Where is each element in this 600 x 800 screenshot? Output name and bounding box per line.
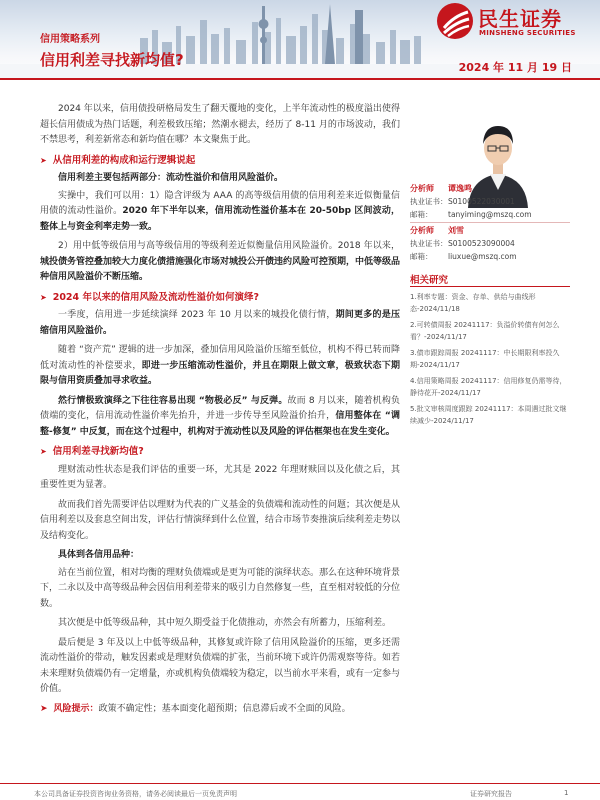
arrow-bullet-icon: ➤ [40,703,48,714]
body-paragraph [40,463,400,494]
body-paragraph [40,394,400,441]
report-body [40,102,400,721]
section-heading [40,290,400,306]
logo-text-en: MINSHENG SECURITIES [479,29,576,37]
paragraph-text: 一季度，信用进一步延续演绎 2023 年 10 月以来的城投化债行情， [58,310,336,320]
risk-warning [40,702,400,718]
paragraph-text: 最后便是 3 年及以上中低等级品种，其修复或许除了信用风险溢价的压缩，更多还需流动性溢价的带动，触发因素或是理财负债端的扩张，当前环境下或许仍需观察等待。如若未来理财负债端仍有一定增量，亦或机构负债端较为稳定，以当前水平来看，或有一定参与价值。 [40,637,401,694]
emphasis-text: 信用利差主要包括两部分：流动性溢价和信用风险溢价。 [58,173,284,183]
section-heading [40,444,400,460]
related-divider [410,286,570,287]
footer-divider [0,783,600,784]
emphasis-text: 然行情极致演绎之下往往容易出现 “物极必反” 与反弹。 [58,395,288,406]
series-label: 信用策略系列 [40,34,100,45]
arrow-bullet-icon: ➤ [40,155,47,165]
paragraph-text: 故而我们首先需要评估以理财为代表的广义基金的负债端和流动性的问题；其次便是从信用利差以及套息空间出发，评估行情演绎到什么位置，结合市场节奏推演后续利差走势以及结构变化。 [40,499,401,541]
email-label: 邮箱： [410,210,433,219]
body-paragraph [40,498,400,545]
paragraph-text: 理财流动性状态是我们评估的重要一环，尤其是 2022 年理财赎回以及化债之后，其重要性更为显著。 [40,464,400,490]
analyst-name: 谭逸鸣 [448,184,472,193]
emphasis-text: 2020 年下半年以来，信用流动性溢价基本在 20-50bp 区间波动，整体上与资金利率走势一致。 [40,206,400,232]
section-heading [40,153,400,169]
body-paragraph [40,636,400,698]
body-paragraph [40,566,400,613]
emphasis-text: 城投债务管控叠加较大力度化债措施强化市场对城投公开债违约风险可控预期，中低等级品种信用风险溢价不断压缩。 [40,256,401,282]
paragraph-text: 2024 年以来，信用债投研格局发生了翻天覆地的变化，上半年流动性的极度溢出使得超长信用债成为热门话题，利差极致压缩；然潮水褪去，经历了 8-11 月的市场波动，我们不禁思考，利差新常态和新均值在哪？本文聚焦于此。 [40,104,400,145]
analyst-name: 刘雪 [448,226,464,235]
related-research-title: 相关研究 [410,275,449,286]
related-item[interactable]: 3.债市跟踪周报 20241117：中长期限利率投久期-2024/11/17 [410,349,560,369]
risk-text: 政策不确定性；基本面变化超预期；信息滞后或不全面的风险。 [98,703,351,714]
related-item[interactable]: 4.信用策略周报 20241117：信用修复仍需等待，静待花开-2024/11/17 [410,377,567,397]
related-item[interactable]: 1.利率专题：资金、存单、供给与曲线形态-2024/11/18 [410,293,536,313]
section-heading-text: 2024 年以来的信用风险及流动性溢价如何演绎? [52,291,259,303]
cert-number: S0100523090004 [448,239,515,248]
body-paragraph [40,616,400,632]
paragraph-text: 故而 8 月以来，随着机构负债端的变化，信用流动性溢价率先抬升，并进一步传导至风险溢价抬升， [40,395,400,421]
related-item[interactable]: 2.可转债周报 20241117：负溢价转债有何怎么看？-2024/11/17 [410,321,560,341]
logo-text-cn: 民生证券 [478,7,562,31]
body-paragraph [40,239,400,286]
title-divider [0,78,600,80]
analyst-role: 分析师 [410,184,434,193]
paragraph-text: 站在当前位置，相对均衡的理财负债端或是更为可能的演绎状态。那么在这种环境背景下，二永以及中高等级品种会因信用利差带来的吸引力自然修复一些，直至相对较低的分位数。 [40,567,401,609]
emphasis-text: 具体到各信用品种： [58,550,140,560]
analyst-role: 分析师 [410,226,434,235]
analyst-email[interactable]: liuxue@mszq.com [448,252,517,261]
section-heading-text: 信用利差寻找新均值? [52,446,144,457]
body-paragraph [40,171,400,187]
cert-number: S0100522030001 [448,197,515,206]
emphasis-text: 信用整体在 “调整-修复” 中反复，而在这个过程中，机构对于流动性以及风险的评估框架也在发生变化。 [40,411,400,437]
body-paragraph [40,548,400,564]
related-item[interactable]: 5.批文审核周度跟踪 20241117：本周遇过批文继续减少-2024/11/17 [410,405,567,425]
report-title: 信用利差寻找新均值? [40,51,184,69]
paragraph-text: 其次便是中低等级品种，其中短久期受益于化债推动，亦然会有所蓄力，压缩利差。 [58,618,392,628]
emphasis-text: 即进一步压缩流动性溢价，并且在期限上做文章，极致状态下期限与信用资质叠加寻求收益。 [40,360,400,386]
paragraph-text: 随着 “资产荒” 逻辑的进一步加深，叠加信用风险溢价压缩至低位，机构不得已转而降低对流动性的补偿要求， [40,345,400,371]
analyst-divider [410,222,570,223]
arrow-bullet-icon: ➤ [40,292,47,302]
section-heading-text: 从信用利差的构成和运行逻辑说起 [52,154,196,166]
body-paragraph [40,343,400,390]
risk-label: 风险提示： [53,703,99,714]
emphasis-text: 期间更多的是压缩信用风险溢价。 [40,310,400,336]
body-paragraph [40,308,400,339]
minsheng-logo-icon [436,2,474,40]
report-date: 2024 年 11 月 19 日 [458,61,572,74]
page-number: 1 [564,789,569,797]
body-paragraph [40,189,400,236]
body-paragraph [40,102,400,149]
cert-label: 执业证书： [410,197,448,206]
paragraph-text: 实操中，我们可以用：1）隐含评级为 AAA 的高等级信用债的信用利差来近似衡量信用债的流动性溢价。 [40,190,400,216]
analyst-card-1 [410,182,570,221]
arrow-bullet-icon: ➤ [40,447,47,456]
analyst-card-2 [410,224,570,263]
company-logo [436,2,586,42]
footer-report-type: 证券研究报告 [470,790,512,798]
email-label: 邮箱： [410,252,433,261]
related-research-list [410,291,570,431]
cert-label: 执业证书： [410,239,448,248]
analyst-email[interactable]: tanyiming@mszq.com [448,210,532,219]
paragraph-text: 2）用中低等级信用与高等级信用的等级利差近似衡量信用风险溢价。2018 年以来， [58,241,400,251]
footer-disclaimer: 本公司具备证券投资咨询业务资格，请务必阅读最后一页免责声明 [34,790,237,798]
